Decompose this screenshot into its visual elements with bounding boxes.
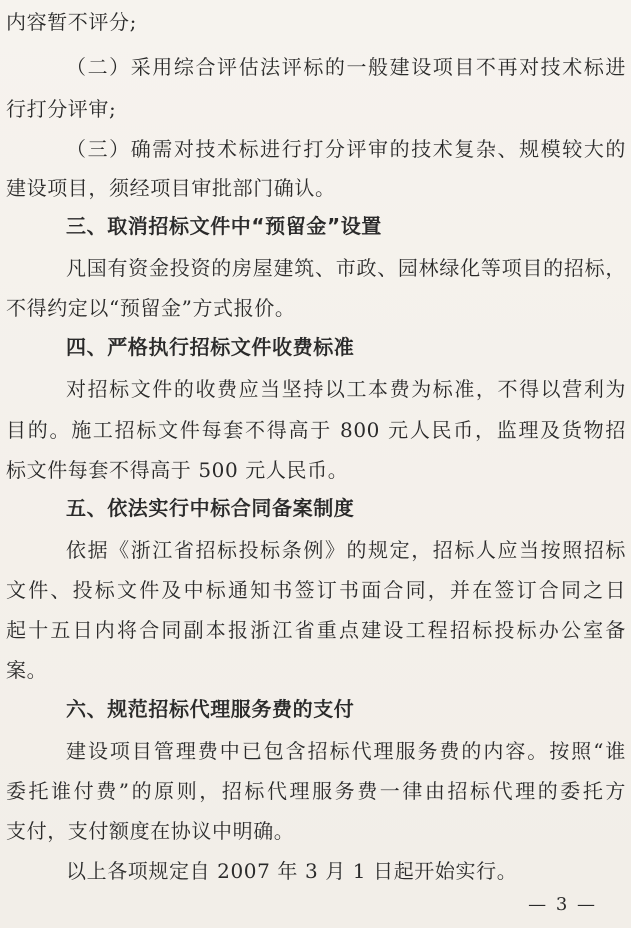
text-line: 支付，支付额度在协议中明确。 [6, 819, 295, 843]
text-line: 建设项目，须经项目审批部门确认。 [6, 176, 336, 200]
text-line: 起十五日内将合同副本报浙江省重点建设工程招标投标办公室备 [6, 618, 626, 642]
section-heading: 三、取消招标文件中“预留金”设置 [66, 214, 382, 238]
text-line: （三）确需对技术标进行打分评审的技术复杂、规模较大的 [66, 137, 626, 161]
text-line: 不得约定以“预留金”方式报价。 [6, 296, 296, 320]
section-heading: 六、规范招标代理服务费的支付 [66, 697, 355, 721]
text-line: （二）采用综合评估法评标的一般建设项目不再对技术标进 [66, 55, 626, 79]
text-line: 案。 [6, 658, 48, 682]
text-line: 凡国有资金投资的房屋建筑、市政、园林绿化等项目的招标， [66, 256, 626, 280]
text-line: 依据《浙江省招标投标条例》的规定，招标人应当按照招标 [66, 538, 626, 562]
page-number: — 3 — [528, 894, 597, 915]
text-line: 以上各项规定自 2007 年 3 月 1 日起开始实行。 [66, 859, 518, 883]
text-line: 行打分评审; [6, 97, 117, 121]
text-line: 文件、投标文件及中标通知书签订书面合同，并在签订合同之日 [6, 578, 626, 602]
text-line: 目的。施工招标文件每套不得高于 800 元人民币，监理及货物招 [6, 418, 626, 442]
text-line: 标文件每套不得高于 500 元人民币。 [6, 458, 349, 482]
section-heading: 五、依法实行中标合同备案制度 [66, 496, 355, 520]
text-line: 建设项目管理费中已包含招标代理服务费的内容。按照“谁 [66, 739, 626, 763]
text-line: 对招标文件的收费应当坚持以工本费为标准，不得以营利为 [66, 377, 626, 401]
section-heading: 四、严格执行招标文件收费标准 [66, 335, 355, 359]
text-line: 委托谁付费”的原则，招标代理服务费一律由招标代理的委托方 [6, 779, 626, 803]
text-line: 内容暂不评分; [6, 10, 137, 34]
